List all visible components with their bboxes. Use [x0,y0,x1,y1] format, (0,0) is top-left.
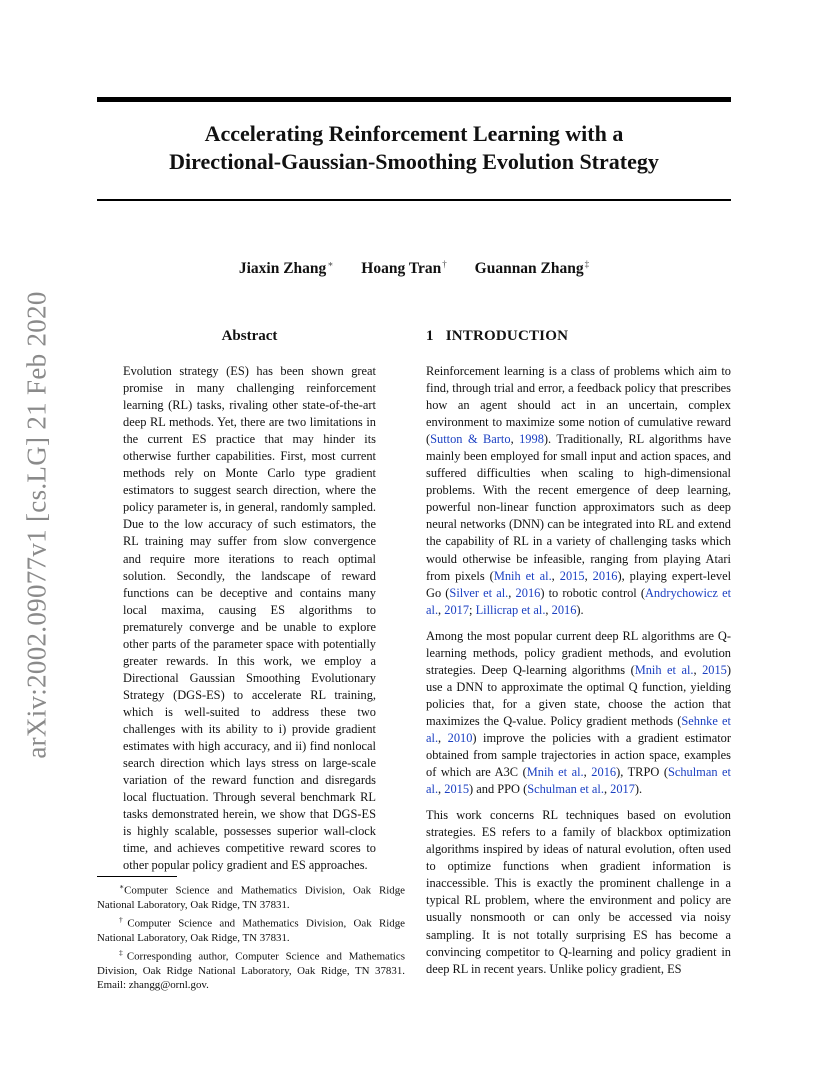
citation-link[interactable]: Schulman et al. [527,782,604,797]
intro-paragraph-3: This work concerns RL techniques based on evolution strategies. ES refers to a family of blackbox optimization algorithms inspired by ideas of natural evolution, often used to optimize functions when gradient information is inaccessible. This is exactly the prominent challenge in a typical RL problem, where the environment and policy are usually nonsmooth or can only be accessed via noisy sampling. It is not totally surprising ES has become a convincing competitor to Q-learning and policy gradient in deep RL in recent years. Unlike policy gradient, ES [426,808,731,976]
citation-link[interactable]: Mnih et al. [493,568,552,583]
citation-link[interactable]: 2010 [447,730,473,745]
citation-link[interactable]: Sehnke et al. [426,713,731,745]
author-3: Guannan Zhang‡ [474,259,590,278]
citation-link[interactable]: 1998 [519,432,544,447]
citation-link[interactable]: Sutton & Barto [430,432,511,447]
introduction-column [426,363,731,987]
introduction-heading [426,328,731,345]
footnote-1: ∗Computer Science and Mathematics Division, Oak Ridge National Laboratory, Oak Ridge, TN 37831. [97,882,405,911]
section-number: 1 [426,328,434,344]
citation-link[interactable]: Silver et al. [449,585,509,600]
footnote-3: ‡Corresponding author, Computer Science and Mathematics Division, Oak Ridge National Laboratory, Oak Ridge, TN 37831. Email: zhangg@ornl.gov. [97,948,406,992]
citation-link[interactable]: Lillicrap et al. [475,602,546,617]
citation-link[interactable]: 2017 [444,602,470,617]
citation-link[interactable]: Andrychowicz et al. [426,585,732,617]
author-2: Hoang Tran† [361,259,447,278]
intro-paragraph-1: Reinforcement learning is a class of problems which aim to find, through trial and error, a feedback policy that prescribes how an agent should act in an uncertain, complex environment to maximize some notion of cumulative reward (Sutton & Barto, 1998). Traditionally, RL algorithms have mainly been employed for small input and action spaces, and suffered difficulties when scaling to high-dimensional problems. With the recent emergence of deep learning, powerful non-linear function approximators such as deep neural networks (DNN) can be integrated into RL and extend the capability of RL in a variety of challenging tasks which would otherwise be infeasible, ranging from playing Atari from pixels (Mnih et al., 2015, 2016), playing expert-level Go (Silver et al., 2016) to robotic control (Andrychowicz et al., 2017; Lillicrap et al., 2016). [426,364,732,617]
author-1: Jiaxin Zhang∗ [238,259,334,278]
abstract-text: Evolution strategy (ES) has been shown great promise in many challenging reinforcement learning (RL) tasks, rivaling other state-of-the-art deep RL methods. Yet, there are two limitations in the current ES practice that may hinder its otherwise further capabilities. First, most current methods rely on Monte Carlo type gradient estimators to suggest search direction, where the policy parameter is, in general, randomly sampled. Due to the low accuracy of such estimators, the RL training may suffer from slow convergence and require more iterations to reach optimal solution. Secondly, the landscape of reward functions can be deceptive and contains many local maxima, causing ES algorithms to prematurely converge and be unable to explore other parts of the parameter space with potentially greater rewards. In this work, we employ a Directional Gaussian Smoothing Evolutionary Strategy (DGS-ES) to accelerate RL training, which is well-suited to address these two challenges with its ability to i) provide gradient estimates with high accuracy, and ii) find nonlocal search direction which lays stress on large-scale variation of the reward function and disregards local fluctuation. Through several benchmark RL tasks demonstrated herein, we show that DGS-ES is highly scalable, possesses superior wall-clock time, and achieves competitive reward scores to other popular policy gradient and ES approaches. [123,364,376,873]
top-rule [97,97,731,102]
citation-link[interactable]: 2015 [702,662,727,677]
author-1-mark: ∗ [327,259,334,269]
title-line-1: Accelerating Reinforcement Learning with a [204,121,624,146]
citation-link[interactable]: Mnih et al. [634,662,694,677]
author-3-mark: ‡ [584,259,590,269]
paper-title [97,120,731,176]
citation-link[interactable]: 2016 [551,602,577,617]
author-2-mark: † [442,259,447,269]
citation-link[interactable]: 2017 [610,782,635,797]
footnote-rule [97,876,177,877]
intro-paragraph-2: Among the most popular current deep RL algorithms are Q-learning methods, policy gradient methods, and evolution strategies. Deep Q-learning algorithms (Mnih et al., 2015) use a DNN to approximate the optimal Q function, yielding policies that, for a given state, choose the action that maximizes the Q-value. Policy gradient methods (Sehnke et al., 2010) improve the policies with a gradient estimator obtained from sample trajectories in action space, examples of which are A3C (Mnih et al., 2016), TRPO (Schulman et al., 2015) and PPO (Schulman et al., 2017). [426,628,732,797]
citation-link[interactable]: 2016 [592,568,618,583]
footnote-2: †Computer Science and Mathematics Division, Oak Ridge National Laboratory, Oak Ridge, TN 37831. [97,915,405,944]
citation-link[interactable]: 2015 [444,782,470,797]
citation-link[interactable]: 2015 [559,568,585,583]
author-list [97,254,731,279]
citation-link[interactable]: 2016 [591,765,617,780]
abstract-heading: Abstract [221,328,278,344]
title-line-2: Directional-Gaussian-Smoothing Evolution Strategy [169,149,659,174]
section-title: INTRODUCTION [445,328,569,344]
citation-link[interactable]: Schulman et al. [426,765,731,797]
abstract-column [123,363,376,883]
footnotes [97,880,405,993]
citation-link[interactable]: 2016 [515,585,541,600]
bottom-rule [97,199,731,201]
citation-link[interactable]: Mnih et al. [526,765,584,780]
arxiv-stamp: arXiv:2002.09077v1 [cs.LG] 21 Feb 2020 [21,291,52,759]
